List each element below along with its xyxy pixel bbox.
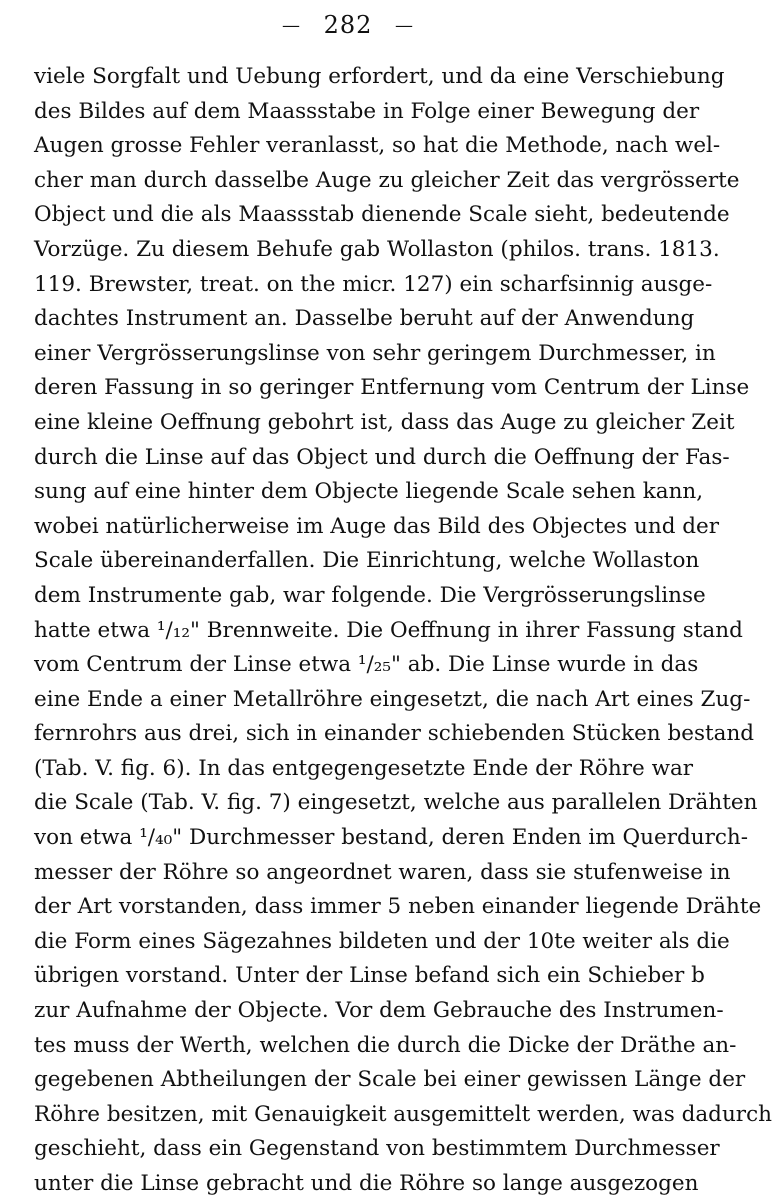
text-line: die Scale (Tab. V. fig. 7) eingesetzt, welche aus parallelen Drähten xyxy=(34,790,758,816)
text-line: des Bildes auf dem Maassstabe in Folge einer Bewegung der xyxy=(34,98,700,124)
text-line: einer Vergrösserungslinse von sehr geringem Durchmesser, in xyxy=(34,340,716,366)
text-line: unter die Linse gebracht und die Röhre so lange ausgezogen xyxy=(34,1171,699,1196)
header-dash-left: — xyxy=(281,15,301,36)
text-line: Scale übereinanderfallen. Die Einrichtung, welche Wollaston xyxy=(34,548,700,574)
text-line: messer der Röhre so angeordnet waren, dass sie stufenweise in xyxy=(34,859,731,885)
text-line: hatte etwa ¹/₁₂" Brennweite. Die Oeffnung in ihrer Fassung stand xyxy=(34,617,743,643)
text-line: fernrohrs aus drei, sich in einander schiebenden Stücken bestand xyxy=(34,721,755,747)
text-line: cher man durch dasselbe Auge zu gleicher Zeit das vergrösserte xyxy=(34,167,740,193)
text-line: zur Aufnahme der Objecte. Vor dem Gebrauche des Instrumen- xyxy=(34,998,724,1024)
text-line: Vorzüge. Zu diesem Behufe gab Wollaston (philos. trans. 1813. xyxy=(34,236,720,262)
text-line: 119. Brewster, treat. on the micr. 127) ein scharfsinnig ausge- xyxy=(34,271,713,297)
text-line: (Tab. V. fig. 6). In das entgegengesetzte Ende der Röhre war xyxy=(34,755,694,781)
page-number: 282 xyxy=(323,11,373,39)
text-line: Augen grosse Fehler veranlasst, so hat die Methode, nach wel- xyxy=(34,133,721,159)
text-line: eine kleine Oeffnung gebohrt ist, dass das Auge zu gleicher Zeit xyxy=(34,409,735,435)
text-line: geschieht, dass ein Gegenstand von bestimmtem Durchmesser xyxy=(34,1136,720,1162)
text-line: von etwa ¹/₄₀" Durchmesser bestand, deren Enden im Querdurch- xyxy=(34,825,749,851)
text-line: gegebenen Abtheilungen der Scale bei einer gewissen Länge der xyxy=(34,1067,746,1093)
text-line: wobei natürlicherweise im Auge das Bild des Objectes und der xyxy=(34,513,720,539)
body-text xyxy=(34,60,772,1202)
text-line: vom Centrum der Linse etwa ¹/₂₅" ab. Die Linse wurde in das xyxy=(34,652,699,678)
text-line: tes muss der Werth, welchen die durch die Dicke der Dräthe an- xyxy=(34,1032,737,1058)
text-line: deren Fassung in so geringer Entfernung vom Centrum der Linse xyxy=(34,375,750,401)
text-line: durch die Linse auf das Object und durch die Oeffnung der Fas- xyxy=(34,444,730,470)
header-dash-right: — xyxy=(395,15,415,36)
text-line: Röhre besitzen, mit Genauigkeit ausgemittelt werden, was dadurch xyxy=(34,1101,772,1127)
text-line: dachtes Instrument an. Dasselbe beruht auf der Anwendung xyxy=(34,306,695,332)
text-line: die Form eines Sägezahnes bildeten und der 10te weiter als die xyxy=(34,928,730,954)
page-header xyxy=(0,10,696,41)
text-line: Object und die als Maassstab dienende Scale sieht, bedeutende xyxy=(34,202,730,228)
text-line: viele Sorgfalt und Uebung erfordert, und da eine Verschiebung xyxy=(34,64,725,89)
text-line: der Art vorstanden, dass immer 5 neben einander liegende Drähte xyxy=(34,894,762,920)
text-line: dem Instrumente gab, war folgende. Die Vergrösserungslinse xyxy=(34,582,706,608)
text-line: sung auf eine hinter dem Objecte liegende Scale sehen kann, xyxy=(34,479,704,505)
text-line: eine Ende a einer Metallröhre eingesetzt, die nach Art eines Zug- xyxy=(34,686,751,712)
text-line: übrigen vorstand. Unter der Linse befand sich ein Schieber b xyxy=(34,963,705,989)
